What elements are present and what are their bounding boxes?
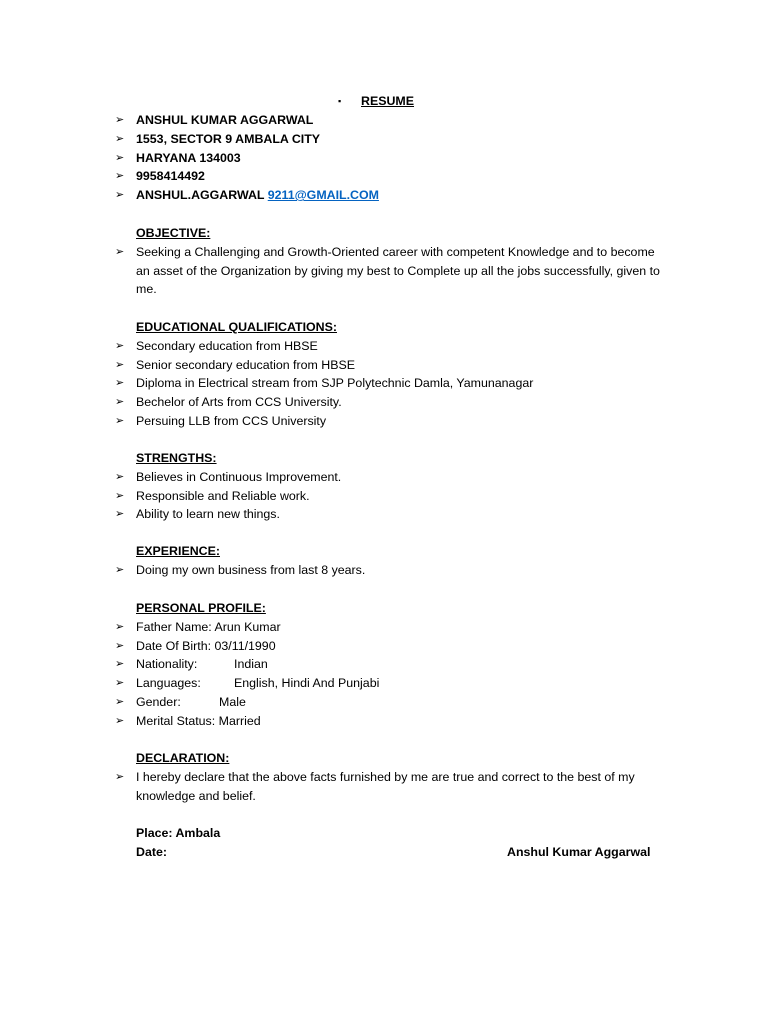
- list-item: [0, 243, 768, 299]
- education-item: Senior secondary education from HBSE: [136, 357, 356, 372]
- arrow-bullet-icon: ➢: [115, 770, 125, 783]
- list-item: [0, 356, 768, 375]
- education-heading: EDUCATIONAL QUALIFICATIONS:: [136, 320, 337, 334]
- list-item: [0, 768, 768, 806]
- father-name: Father Name: Arun Kumar: [136, 619, 281, 634]
- email-prefix: ANSHUL.AGGARWAL: [136, 188, 268, 203]
- email-link[interactable]: 9211@GMAIL.COM: [267, 188, 379, 203]
- state-line: HARYANA 134003: [136, 150, 241, 165]
- objective-text: Seeking a Challenging and Growth-Oriented career with competent Knowledge and to become an asset of the Organization by giving my best to Complete up all the jobs successfully, given to me.: [136, 244, 660, 297]
- arrow-bullet-icon: ➢: [115, 170, 125, 183]
- date-of-birth: Date Of Birth: 03/11/1990: [136, 638, 276, 653]
- education-item: Bechelor of Arts from CCS University.: [136, 395, 342, 410]
- arrow-bullet-icon: ➢: [115, 714, 125, 727]
- nationality-value: Indian: [234, 657, 268, 672]
- declaration-heading: DECLARATION:: [136, 751, 230, 765]
- place: Place: Ambala: [136, 826, 221, 840]
- arrow-bullet-icon: ➢: [115, 620, 125, 633]
- list-item: [0, 412, 768, 431]
- signature-name: Anshul Kumar Aggarwal: [507, 844, 651, 859]
- arrow-bullet-icon: ➢: [115, 508, 125, 521]
- list-item: [0, 393, 768, 412]
- arrow-bullet-icon: ➢: [115, 563, 125, 576]
- strength-item: Responsible and Reliable work.: [136, 488, 310, 503]
- arrow-bullet-icon: ➢: [115, 151, 125, 164]
- strengths-section: [0, 449, 768, 524]
- list-item: [0, 130, 768, 149]
- arrow-bullet-icon: ➢: [115, 245, 125, 258]
- arrow-bullet-icon: ➢: [115, 677, 125, 690]
- arrow-bullet-icon: ➢: [115, 639, 125, 652]
- list-item: [0, 374, 768, 393]
- arrow-bullet-icon: ➢: [115, 377, 125, 390]
- resume-title-row: [0, 92, 768, 111]
- gender-value: Male: [219, 694, 246, 709]
- list-item: [0, 674, 768, 693]
- list-item: [0, 712, 768, 731]
- gender-label: Gender:: [136, 694, 181, 709]
- nationality-label: Nationality:: [136, 657, 198, 672]
- resume-title: RESUME: [361, 94, 415, 108]
- list-item: [0, 337, 768, 356]
- arrow-bullet-icon: ➢: [115, 358, 125, 371]
- list-item: [0, 487, 768, 506]
- strength-item: Believes in Continuous Improvement.: [136, 469, 342, 484]
- arrow-bullet-icon: ➢: [115, 470, 125, 483]
- list-item: [0, 693, 768, 712]
- contact-section: [0, 111, 768, 205]
- nationality: [136, 655, 268, 674]
- education-item: Diploma in Electrical stream from SJP Polytechnic Damla, Yamunanagar: [136, 376, 534, 391]
- arrow-bullet-icon: ➢: [115, 396, 125, 409]
- personal-profile-heading: PERSONAL PROFILE:: [136, 601, 266, 615]
- arrow-bullet-icon: ➢: [115, 132, 125, 145]
- list-item: [0, 637, 768, 656]
- experience-item: Doing my own business from last 8 years.: [136, 562, 366, 577]
- education-section: [0, 318, 768, 431]
- email-line: [136, 186, 379, 205]
- square-bullet-icon: ▪: [338, 96, 342, 106]
- list-item: [0, 149, 768, 168]
- languages-value: English, Hindi And Punjabi: [234, 676, 380, 691]
- signature-section: [0, 824, 768, 862]
- experience-heading: EXPERIENCE:: [136, 544, 220, 558]
- place-row: [0, 824, 768, 843]
- education-item: Secondary education from HBSE: [136, 338, 318, 353]
- applicant-name: ANSHUL KUMAR AGGARWAL: [136, 113, 314, 127]
- gender: [136, 693, 246, 712]
- marital-status: Merital Status: Married: [136, 713, 261, 728]
- list-item: [0, 111, 768, 130]
- strengths-heading: STRENGTHS:: [136, 451, 217, 465]
- list-item: [0, 618, 768, 637]
- list-item: [0, 561, 768, 580]
- objective-section: [0, 224, 768, 299]
- strength-item: Ability to learn new things.: [136, 507, 280, 522]
- languages-label: Languages:: [136, 676, 201, 691]
- arrow-bullet-icon: ➢: [115, 658, 125, 671]
- date-row: [0, 843, 768, 862]
- list-item: [0, 655, 768, 674]
- experience-section: [0, 542, 768, 580]
- education-item: Persuing LLB from CCS University: [136, 413, 327, 428]
- list-item: [0, 505, 768, 524]
- arrow-bullet-icon: ➢: [115, 695, 125, 708]
- declaration-text: I hereby declare that the above facts furnished by me are true and correct to the best of my knowledge and belief.: [136, 769, 635, 803]
- arrow-bullet-icon: ➢: [115, 114, 125, 126]
- date: Date:: [136, 844, 167, 859]
- languages: [136, 674, 379, 693]
- declaration-section: [0, 749, 768, 805]
- arrow-bullet-icon: ➢: [115, 414, 125, 427]
- address-line: 1553, SECTOR 9 AMBALA CITY: [136, 131, 321, 146]
- personal-profile-section: [0, 599, 768, 731]
- list-item: [0, 468, 768, 487]
- objective-heading: OBJECTIVE:: [136, 226, 211, 240]
- list-item: [0, 167, 768, 186]
- arrow-bullet-icon: ➢: [115, 189, 125, 202]
- arrow-bullet-icon: ➢: [115, 489, 125, 502]
- list-item: [0, 186, 768, 205]
- phone-number: 9958414492: [136, 169, 205, 184]
- arrow-bullet-icon: ➢: [115, 339, 125, 352]
